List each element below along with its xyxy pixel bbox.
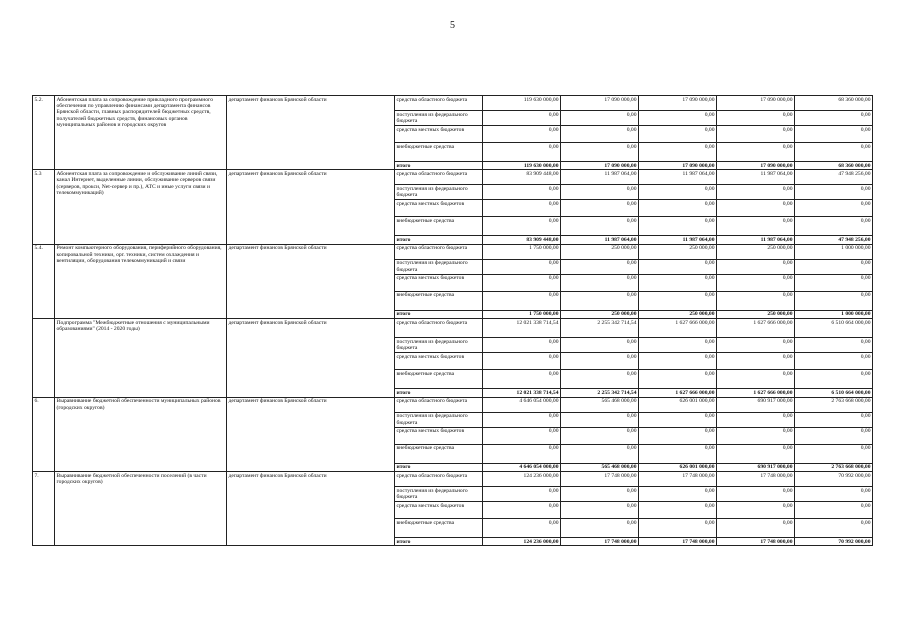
amount-cell: 0,00 bbox=[717, 185, 795, 200]
amount-cell: 47 948 256,00 bbox=[795, 236, 873, 244]
amount-cell: 0,00 bbox=[483, 126, 561, 143]
source-row bbox=[33, 170, 873, 185]
amount-cell: 250 000,00 bbox=[717, 310, 795, 318]
amount-cell: 68 360 000,00 bbox=[795, 162, 873, 170]
amount-cell: 0,00 bbox=[483, 353, 561, 370]
amount-cell: 0,00 bbox=[561, 412, 639, 427]
amount-cell: 47 948 256,00 bbox=[795, 170, 873, 185]
funding-source: средства местных бюджетов bbox=[395, 200, 483, 217]
amount-cell: 0,00 bbox=[561, 519, 639, 538]
amount-cell: 0,00 bbox=[639, 502, 717, 519]
amount-cell: 124 236 000,00 bbox=[483, 538, 561, 546]
item-number: 5.2. bbox=[33, 96, 55, 170]
amount-cell: 17 748 000,00 bbox=[717, 472, 795, 487]
amount-cell: 1 627 666 000,00 bbox=[717, 389, 795, 397]
item-number bbox=[33, 319, 55, 397]
amount-cell: 0,00 bbox=[639, 126, 717, 143]
amount-cell: 0,00 bbox=[561, 217, 639, 236]
item-number: 7. bbox=[33, 472, 55, 546]
amount-cell: 0,00 bbox=[561, 427, 639, 444]
amount-cell: 0,00 bbox=[561, 444, 639, 463]
amount-cell: 0,00 bbox=[561, 291, 639, 310]
amount-cell: 0,00 bbox=[795, 370, 873, 389]
amount-cell: 6 510 664 000,00 bbox=[795, 319, 873, 338]
funding-source: поступления из федерального бюджета bbox=[395, 111, 483, 126]
funding-source: средства местных бюджетов bbox=[395, 502, 483, 519]
source-row bbox=[33, 397, 873, 412]
amount-cell: 0,00 bbox=[639, 274, 717, 291]
amount-cell: 626 001 000,00 bbox=[639, 463, 717, 471]
amount-cell: 83 909 448,00 bbox=[483, 236, 561, 244]
funding-source: поступления из федерального бюджета bbox=[395, 259, 483, 274]
source-row bbox=[33, 319, 873, 338]
amount-cell: 0,00 bbox=[561, 126, 639, 143]
amount-cell: 690 917 000,00 bbox=[717, 397, 795, 412]
amount-cell: 0,00 bbox=[639, 185, 717, 200]
amount-cell: 0,00 bbox=[795, 274, 873, 291]
funding-source: средства областного бюджета bbox=[395, 170, 483, 185]
amount-cell: 2 255 342 714,54 bbox=[561, 389, 639, 397]
executor: департамент финансов Брянской области bbox=[227, 472, 395, 546]
amount-cell: 1 000 000,00 bbox=[795, 244, 873, 259]
amount-cell: 0,00 bbox=[717, 338, 795, 353]
funding-source: средства местных бюджетов bbox=[395, 353, 483, 370]
amount-cell: 11 987 064,00 bbox=[639, 170, 717, 185]
amount-cell: 83 909 448,00 bbox=[483, 170, 561, 185]
amount-cell: 0,00 bbox=[795, 427, 873, 444]
amount-cell: 0,00 bbox=[639, 487, 717, 502]
amount-cell: 0,00 bbox=[483, 274, 561, 291]
amount-cell: 12 021 338 714,54 bbox=[483, 389, 561, 397]
amount-cell: 0,00 bbox=[717, 427, 795, 444]
amount-cell: 1 627 666 000,00 bbox=[639, 389, 717, 397]
amount-cell: 0,00 bbox=[483, 370, 561, 389]
funding-source: поступления из федерального бюджета bbox=[395, 487, 483, 502]
funding-source: внебюджетные средства bbox=[395, 291, 483, 310]
amount-cell: 0,00 bbox=[717, 274, 795, 291]
amount-cell: 0,00 bbox=[795, 259, 873, 274]
source-row bbox=[33, 244, 873, 259]
amount-cell: 4 646 054 000,00 bbox=[483, 463, 561, 471]
amount-cell: 0,00 bbox=[717, 519, 795, 538]
amount-cell: 0,00 bbox=[717, 259, 795, 274]
amount-cell: 626 001 000,00 bbox=[639, 397, 717, 412]
amount-cell: 17 090 000,00 bbox=[561, 96, 639, 111]
amount-cell: 0,00 bbox=[795, 143, 873, 162]
amount-cell: 565 468 000,00 bbox=[561, 463, 639, 471]
amount-cell: 17 090 000,00 bbox=[639, 96, 717, 111]
amount-cell: 0,00 bbox=[639, 519, 717, 538]
source-row bbox=[33, 472, 873, 487]
amount-cell: 1 750 000,00 bbox=[483, 244, 561, 259]
funding-source: итого bbox=[395, 162, 483, 170]
item-name: Подпрограмма "Межбюджетные отношения с муниципальными образованиями" (2014 - 2020 годы) bbox=[55, 319, 227, 397]
amount-cell: 0,00 bbox=[795, 487, 873, 502]
amount-cell: 0,00 bbox=[717, 291, 795, 310]
funding-source: средства областного бюджета bbox=[395, 96, 483, 111]
item-name: Выравнивание бюджетной обеспеченности поселений (в части городских округов) bbox=[55, 472, 227, 546]
amount-cell: 0,00 bbox=[795, 185, 873, 200]
amount-cell: 0,00 bbox=[717, 370, 795, 389]
amount-cell: 0,00 bbox=[561, 259, 639, 274]
amount-cell: 119 630 000,00 bbox=[483, 96, 561, 111]
amount-cell: 0,00 bbox=[561, 338, 639, 353]
amount-cell: 0,00 bbox=[639, 370, 717, 389]
amount-cell: 0,00 bbox=[483, 502, 561, 519]
amount-cell: 2 763 668 000,00 bbox=[795, 397, 873, 412]
amount-cell: 2 255 342 714,54 bbox=[561, 319, 639, 338]
amount-cell: 0,00 bbox=[795, 291, 873, 310]
amount-cell: 0,00 bbox=[639, 338, 717, 353]
amount-cell: 70 992 000,00 bbox=[795, 538, 873, 546]
item-name: Ремонт компьютерного оборудования, периферийного оборудования, копировальной техники, орг. техники, систем охлаждения и вентиляции, оборудования телекоммуникаций и связи bbox=[55, 244, 227, 318]
amount-cell: 0,00 bbox=[483, 427, 561, 444]
amount-cell: 0,00 bbox=[483, 111, 561, 126]
funding-source: средства областного бюджета bbox=[395, 472, 483, 487]
amount-cell: 0,00 bbox=[795, 444, 873, 463]
amount-cell: 0,00 bbox=[795, 111, 873, 126]
amount-cell: 1 000 000,00 bbox=[795, 310, 873, 318]
funding-source: поступления из федерального бюджета bbox=[395, 338, 483, 353]
amount-cell: 17 748 000,00 bbox=[717, 538, 795, 546]
amount-cell: 17 090 000,00 bbox=[717, 96, 795, 111]
amount-cell: 1 627 666 000,00 bbox=[717, 319, 795, 338]
amount-cell: 0,00 bbox=[561, 111, 639, 126]
funding-source: итого bbox=[395, 236, 483, 244]
amount-cell: 0,00 bbox=[717, 217, 795, 236]
amount-cell: 12 021 338 714,54 bbox=[483, 319, 561, 338]
item-number: 6. bbox=[33, 397, 55, 471]
amount-cell: 1 750 000,00 bbox=[483, 310, 561, 318]
amount-cell: 0,00 bbox=[639, 291, 717, 310]
page-number: 5 bbox=[450, 20, 455, 31]
item-number: 5.3 bbox=[33, 170, 55, 244]
funding-source: средства областного бюджета bbox=[395, 397, 483, 412]
amount-cell: 4 646 054 000,00 bbox=[483, 397, 561, 412]
amount-cell: 0,00 bbox=[561, 487, 639, 502]
amount-cell: 0,00 bbox=[639, 111, 717, 126]
amount-cell: 0,00 bbox=[717, 502, 795, 519]
amount-cell: 0,00 bbox=[717, 353, 795, 370]
amount-cell: 11 987 064,00 bbox=[717, 236, 795, 244]
amount-cell: 0,00 bbox=[561, 200, 639, 217]
amount-cell: 0,00 bbox=[717, 111, 795, 126]
budget-table bbox=[32, 95, 873, 546]
amount-cell: 250 000,00 bbox=[639, 310, 717, 318]
amount-cell: 0,00 bbox=[639, 200, 717, 217]
amount-cell: 17 090 000,00 bbox=[717, 162, 795, 170]
amount-cell: 0,00 bbox=[561, 274, 639, 291]
executor: департамент финансов Брянской области bbox=[227, 96, 395, 170]
funding-source: средства местных бюджетов bbox=[395, 274, 483, 291]
amount-cell: 0,00 bbox=[795, 412, 873, 427]
funding-source: поступления из федерального бюджета bbox=[395, 412, 483, 427]
amount-cell: 17 090 000,00 bbox=[561, 162, 639, 170]
amount-cell: 0,00 bbox=[717, 444, 795, 463]
funding-source: внебюджетные средства bbox=[395, 143, 483, 162]
funding-source: средства областного бюджета bbox=[395, 319, 483, 338]
amount-cell: 0,00 bbox=[561, 502, 639, 519]
amount-cell: 0,00 bbox=[795, 126, 873, 143]
amount-cell: 250 000,00 bbox=[561, 244, 639, 259]
executor: департамент финансов Брянской области bbox=[227, 319, 395, 397]
amount-cell: 0,00 bbox=[483, 519, 561, 538]
funding-source: внебюджетные средства bbox=[395, 370, 483, 389]
amount-cell: 0,00 bbox=[717, 126, 795, 143]
amount-cell: 0,00 bbox=[639, 444, 717, 463]
amount-cell: 17 748 000,00 bbox=[639, 472, 717, 487]
amount-cell: 250 000,00 bbox=[561, 310, 639, 318]
amount-cell: 0,00 bbox=[483, 487, 561, 502]
amount-cell: 0,00 bbox=[561, 185, 639, 200]
amount-cell: 0,00 bbox=[483, 444, 561, 463]
item-number: 5.4. bbox=[33, 244, 55, 318]
funding-source: средства местных бюджетов bbox=[395, 427, 483, 444]
amount-cell: 17 748 000,00 bbox=[561, 538, 639, 546]
amount-cell: 6 510 664 000,00 bbox=[795, 389, 873, 397]
item-name: Абонентская плата за сопровождение прикладного программного обеспечения по управлению финансами департамента финансов Брянской области, главных распорядителей бюджетных средств, получателей бюджетных средств, финансовых органов муниципальных районов и городских округов bbox=[55, 96, 227, 170]
amount-cell: 17 748 000,00 bbox=[639, 538, 717, 546]
amount-cell: 565 468 000,00 bbox=[561, 397, 639, 412]
amount-cell: 0,00 bbox=[639, 412, 717, 427]
amount-cell: 0,00 bbox=[639, 353, 717, 370]
amount-cell: 2 763 668 000,00 bbox=[795, 463, 873, 471]
amount-cell: 124 236 000,00 bbox=[483, 472, 561, 487]
amount-cell: 11 987 064,00 bbox=[717, 170, 795, 185]
amount-cell: 0,00 bbox=[483, 217, 561, 236]
amount-cell: 0,00 bbox=[717, 412, 795, 427]
amount-cell: 690 917 000,00 bbox=[717, 463, 795, 471]
amount-cell: 70 992 000,00 bbox=[795, 472, 873, 487]
amount-cell: 0,00 bbox=[483, 338, 561, 353]
amount-cell: 68 360 000,00 bbox=[795, 96, 873, 111]
amount-cell: 0,00 bbox=[717, 487, 795, 502]
funding-source: итого bbox=[395, 463, 483, 471]
item-name: Абонентская плата за сопровождение и обслуживание линий связи, канал Интернет, выделенные линии, обслуживание серверов связи (серверов, прокси, Net-сервер и пр.), АТС и иные услуги связи и телекоммуникаций) bbox=[55, 170, 227, 244]
amount-cell: 0,00 bbox=[795, 502, 873, 519]
amount-cell: 250 000,00 bbox=[639, 244, 717, 259]
amount-cell: 0,00 bbox=[795, 353, 873, 370]
amount-cell: 11 987 064,00 bbox=[561, 236, 639, 244]
amount-cell: 0,00 bbox=[561, 143, 639, 162]
amount-cell: 0,00 bbox=[639, 143, 717, 162]
funding-source: средства областного бюджета bbox=[395, 244, 483, 259]
funding-source: поступления из федерального бюджета bbox=[395, 185, 483, 200]
amount-cell: 0,00 bbox=[483, 143, 561, 162]
amount-cell: 0,00 bbox=[639, 217, 717, 236]
executor: департамент финансов Брянской области bbox=[227, 170, 395, 244]
funding-source: внебюджетные средства bbox=[395, 519, 483, 538]
amount-cell: 119 630 000,00 bbox=[483, 162, 561, 170]
amount-cell: 0,00 bbox=[717, 200, 795, 217]
amount-cell: 0,00 bbox=[561, 370, 639, 389]
amount-cell: 1 627 666 000,00 bbox=[639, 319, 717, 338]
amount-cell: 0,00 bbox=[483, 412, 561, 427]
amount-cell: 0,00 bbox=[483, 259, 561, 274]
funding-source: итого bbox=[395, 389, 483, 397]
amount-cell: 0,00 bbox=[483, 291, 561, 310]
funding-source: внебюджетные средства bbox=[395, 444, 483, 463]
funding-source: итого bbox=[395, 538, 483, 546]
amount-cell: 0,00 bbox=[795, 519, 873, 538]
funding-source: средства местных бюджетов bbox=[395, 126, 483, 143]
amount-cell: 0,00 bbox=[795, 200, 873, 217]
item-name: Выравнивание бюджетной обеспеченности муниципальных районов (городских округов) bbox=[55, 397, 227, 471]
amount-cell: 11 987 064,00 bbox=[561, 170, 639, 185]
executor: департамент финансов Брянской области bbox=[227, 397, 395, 471]
amount-cell: 250 000,00 bbox=[717, 244, 795, 259]
amount-cell: 11 987 064,00 bbox=[639, 236, 717, 244]
amount-cell: 0,00 bbox=[561, 353, 639, 370]
amount-cell: 0,00 bbox=[795, 338, 873, 353]
source-row bbox=[33, 96, 873, 111]
amount-cell: 0,00 bbox=[639, 427, 717, 444]
amount-cell: 0,00 bbox=[717, 143, 795, 162]
amount-cell: 0,00 bbox=[639, 259, 717, 274]
funding-source: итого bbox=[395, 310, 483, 318]
amount-cell: 17 748 000,00 bbox=[561, 472, 639, 487]
amount-cell: 17 090 000,00 bbox=[639, 162, 717, 170]
funding-source: внебюджетные средства bbox=[395, 217, 483, 236]
amount-cell: 0,00 bbox=[483, 185, 561, 200]
amount-cell: 0,00 bbox=[483, 200, 561, 217]
executor: департамент финансов Брянской области bbox=[227, 244, 395, 318]
amount-cell: 0,00 bbox=[795, 217, 873, 236]
